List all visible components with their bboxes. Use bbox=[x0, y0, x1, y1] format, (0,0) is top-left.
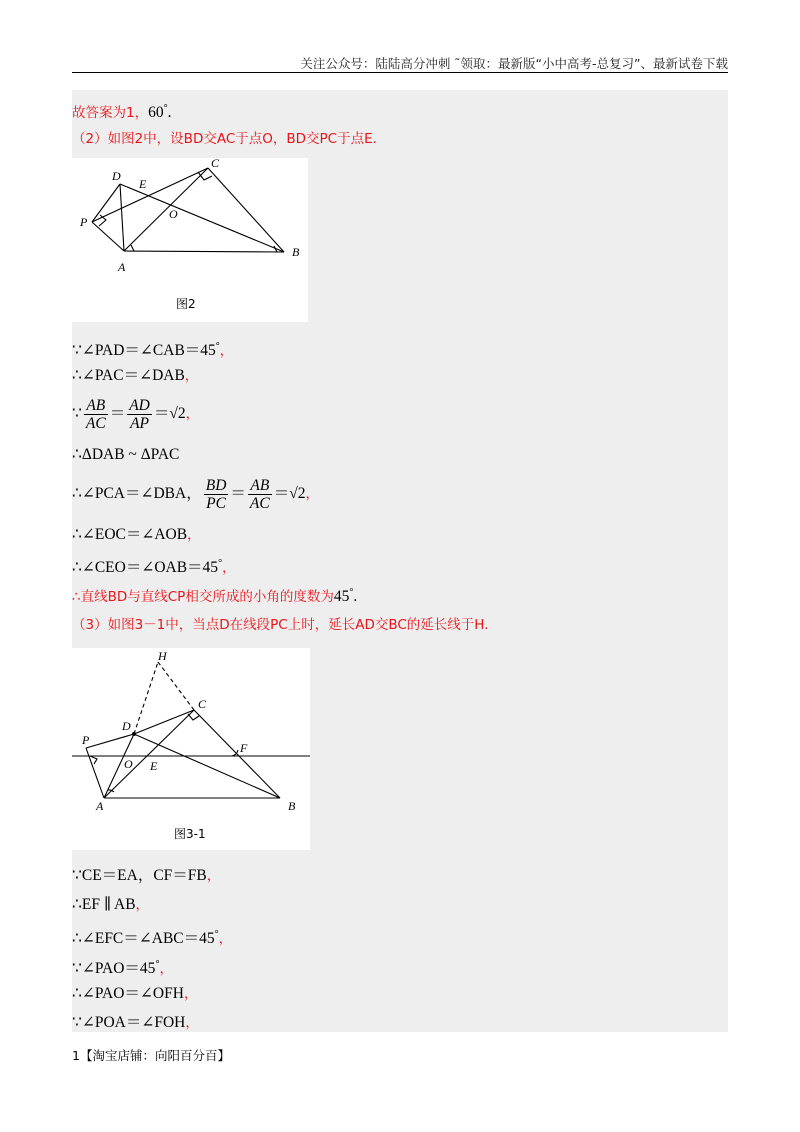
figure-3-1 bbox=[72, 648, 310, 850]
step-line: ∴∠CEO＝∠OAB＝45°， bbox=[72, 558, 236, 576]
fig2-label-a: A bbox=[118, 260, 126, 274]
fig2-label-o: O bbox=[169, 207, 178, 221]
step-line: ∵∠PAO＝45°， bbox=[72, 959, 173, 977]
header-rule bbox=[72, 72, 728, 73]
fig3-label-b: B bbox=[288, 799, 296, 813]
step-line: ∵ $\frac{AB}{AC}$ ＝ $\frac{AD}{AP}$ ＝√2， bbox=[72, 397, 200, 433]
figure-3-1-diagram bbox=[72, 648, 310, 850]
figure-2 bbox=[72, 158, 308, 322]
step-line: ∵∠PAD＝∠CAB＝45°， bbox=[72, 341, 234, 359]
step-line: ∴ΔDAB ~ ΔPAC bbox=[72, 446, 180, 463]
step-line: ∵CE＝EA，CF＝FB， bbox=[72, 867, 221, 884]
fig2-label-c: C bbox=[211, 158, 220, 170]
fig3-caption: 图3-1 bbox=[174, 827, 206, 841]
step-conclusion: ∴直线BD与直线CP相交所成的小角的度数为45°. bbox=[72, 587, 358, 605]
step-line: ∴∠PAO＝∠OFH， bbox=[72, 985, 198, 1002]
step-line: ∴EF ∥ AB， bbox=[72, 896, 150, 913]
fig3-label-o: O bbox=[124, 757, 133, 771]
answer-line: 故答案为1，60°. bbox=[72, 103, 172, 121]
fig3-label-c: C bbox=[198, 697, 207, 711]
fig2-caption: 图2 bbox=[176, 297, 196, 311]
solution-panel bbox=[72, 90, 728, 1032]
step-line: ∴∠EOC＝∠AOB， bbox=[72, 526, 201, 543]
fig2-label-b: B bbox=[292, 245, 300, 259]
part2-intro: （2）如图2中，设BD交AC于点O，BD交PC于点E. bbox=[72, 131, 377, 147]
step-line: ∴∠PCA＝∠DBA， $\frac{BD}{PC}$ ＝ $\frac{AB}{AC}$ ＝√2， bbox=[72, 477, 319, 513]
step-line: ∴∠PAC＝∠DAB， bbox=[72, 367, 199, 384]
figure-2-diagram bbox=[72, 158, 308, 322]
step-line: ∴∠EFC＝∠ABC＝45°， bbox=[72, 929, 233, 947]
fig3-label-d: D bbox=[122, 719, 131, 733]
fig3-label-f: F bbox=[240, 741, 248, 755]
fig3-label-h: H bbox=[158, 649, 167, 663]
fig3-label-p: P bbox=[82, 733, 90, 747]
page-header: 关注公众号：陆陆高分冲刺 ˜领取：最新版“小中高考-总复习”、最新试卷下载 bbox=[300, 56, 728, 71]
fig2-label-p: P bbox=[80, 215, 88, 229]
step-line: ∵∠POA＝∠FOH， bbox=[72, 1014, 199, 1031]
part3-intro: （3）如图3－1中，当点D在线段PC上时，延长AD交BC的延长线于H. bbox=[72, 617, 489, 633]
fig2-label-d: D bbox=[112, 169, 121, 183]
fig3-label-e: E bbox=[150, 759, 158, 773]
page-footer: 1【淘宝店铺：向阳百分百】 bbox=[72, 1048, 230, 1063]
fig2-label-e: E bbox=[139, 177, 147, 191]
fig3-label-a: A bbox=[96, 799, 104, 813]
